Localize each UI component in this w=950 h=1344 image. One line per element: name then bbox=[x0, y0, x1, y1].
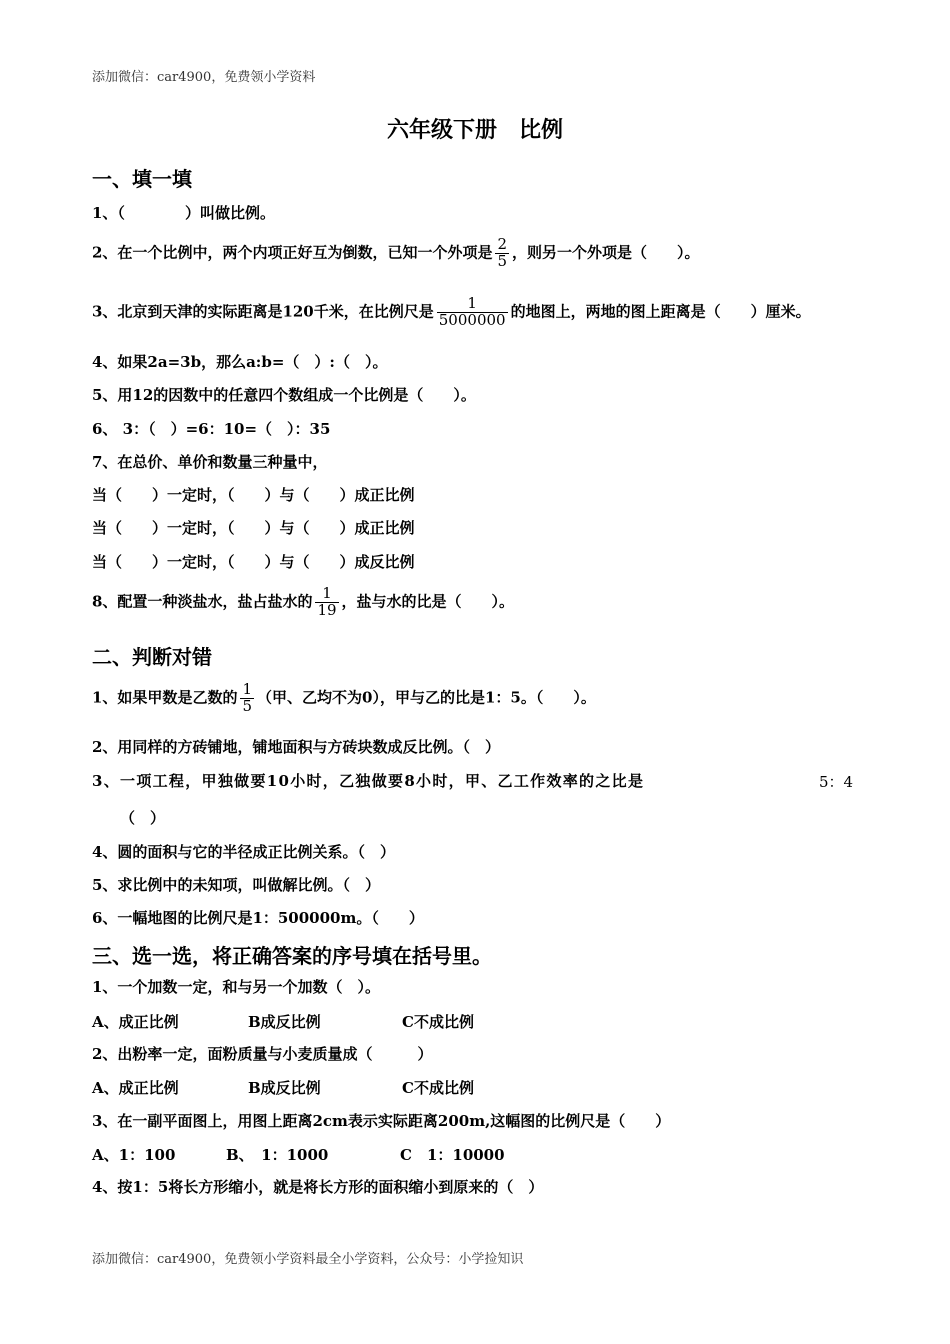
s1-q7-line-1: 当（ ）一定时，（ ）与（ ）成正比例 bbox=[92, 486, 415, 504]
s2-question-6: 6、一幅地图的比例尺是1：500000m。（ ） bbox=[92, 909, 424, 927]
fraction-denominator: 19 bbox=[317, 600, 337, 619]
fraction-two-fifths bbox=[495, 237, 509, 270]
fraction-one-fifth bbox=[240, 682, 254, 715]
s2-question-3: 3、一项工程，甲独做要10小时，乙独做要8小时，甲、乙工作效率的之比是 bbox=[92, 772, 645, 790]
page-footer: 添加微信：car4900，免费领小学资料最全小学资料，公众号：小学捡知识 bbox=[92, 1252, 524, 1267]
s1-question-1: 1、（ ）叫做比例。 bbox=[92, 204, 275, 222]
section-2-heading: 二、判断对错 bbox=[92, 645, 212, 669]
s1-q8-text-a: 8、配置一种淡盐水，盐占盐水的 bbox=[92, 592, 313, 611]
s3-question-1: 1、一个加数一定，和与另一个加数（ ）。 bbox=[92, 978, 380, 996]
s3-q1-option-a: A、成正比例 bbox=[92, 1013, 179, 1031]
s3-q2-option-b: B成反比例 bbox=[248, 1079, 321, 1097]
s1-question-6: 6、 3：（ ）=6：10=（ ）：35 bbox=[92, 420, 331, 438]
s1-question-2 bbox=[92, 237, 700, 270]
s2-question-2: 2、用同样的方砖铺地，铺地面积与方砖块数成反比例。（ ） bbox=[92, 738, 500, 756]
fraction-one-nineteenth bbox=[315, 586, 338, 619]
s1-question-7: 7、在总价、单价和数量三种量中， bbox=[92, 453, 328, 471]
s1-q2-text-a: 2、在一个比例中，两个内项正好互为倒数，已知一个外项是 bbox=[92, 243, 493, 262]
s1-question-8 bbox=[92, 586, 514, 619]
page-title: 六年级下册 比例 bbox=[386, 117, 563, 143]
s3-q3-option-b: B、 1：1000 bbox=[226, 1146, 329, 1164]
fraction-scale bbox=[437, 296, 508, 329]
s1-q8-text-b: ，盐与水的比是（ ）。 bbox=[341, 592, 515, 611]
s2-q1-text-b: （甲、乙均不为0），甲与乙的比是1：5。（ ）。 bbox=[257, 688, 596, 707]
s3-question-3: 3、在一副平面图上，用图上距离2cm表示实际距离200m,这幅图的比例尺是（ ） bbox=[92, 1112, 671, 1130]
fraction-denominator: 5 bbox=[242, 696, 252, 715]
s3-q2-option-c: C不成比例 bbox=[402, 1079, 474, 1097]
s2-question-1 bbox=[92, 682, 596, 715]
s2-q3-answer-blank: （ ） bbox=[120, 809, 166, 827]
s1-q3-text-a: 3、北京到天津的实际距离是120千米，在比例尺是 bbox=[92, 302, 434, 321]
s1-q7-line-3: 当（ ）一定时，（ ）与（ ）成反比例 bbox=[92, 553, 415, 571]
s1-q7-line-2: 当（ ）一定时，（ ）与（ ）成正比例 bbox=[92, 519, 415, 537]
section-1-heading: 一、填一填 bbox=[92, 167, 192, 191]
s3-q3-option-c: C 1：10000 bbox=[400, 1146, 505, 1164]
s2-question-5: 5、求比例中的未知项，叫做解比例。（ ） bbox=[92, 876, 380, 894]
s3-q2-option-a: A、成正比例 bbox=[92, 1079, 179, 1097]
s2-q1-text-a: 1、如果甲数是乙数的 bbox=[92, 688, 238, 707]
s1-q3-text-b: 的地图上，两地的图上距离是（ ）厘米。 bbox=[510, 302, 811, 321]
s2-q3-ratio: 5：4 bbox=[819, 773, 854, 791]
fraction-numerator: 2 bbox=[497, 235, 507, 253]
s1-question-3 bbox=[92, 296, 811, 329]
page-header: 添加微信：car4900，免费领小学资料 bbox=[92, 70, 316, 85]
s3-question-2: 2、出粉率一定，面粉质量与小麦质量成（ ） bbox=[92, 1045, 433, 1063]
section-3-heading: 三、选一选，将正确答案的序号填在括号里。 bbox=[92, 944, 492, 968]
s3-question-4: 4、按1：5将长方形缩小，就是将长方形的面积缩小到原来的（ ） bbox=[92, 1178, 544, 1196]
s2-question-4: 4、圆的面积与它的半径成正比例关系。（ ） bbox=[92, 843, 395, 861]
s1-q2-text-b: ，则另一个外项是（ ）。 bbox=[512, 243, 700, 262]
s1-question-4: 4、如果2a=3b，那么a:b=（ ）:（ ）。 bbox=[92, 353, 388, 371]
fraction-numerator: 1 bbox=[242, 680, 252, 698]
fraction-denominator: 5000000 bbox=[438, 310, 506, 329]
s3-q1-option-c: C不成比例 bbox=[402, 1013, 474, 1031]
s3-q1-option-b: B成反比例 bbox=[248, 1013, 321, 1031]
s3-q3-option-a: A、1：100 bbox=[92, 1146, 176, 1164]
s1-question-5: 5、用12的因数中的任意四个数组成一个比例是（ ）。 bbox=[92, 386, 476, 404]
fraction-numerator: 1 bbox=[322, 584, 332, 602]
fraction-denominator: 5 bbox=[497, 251, 507, 270]
fraction-numerator: 1 bbox=[467, 294, 477, 312]
